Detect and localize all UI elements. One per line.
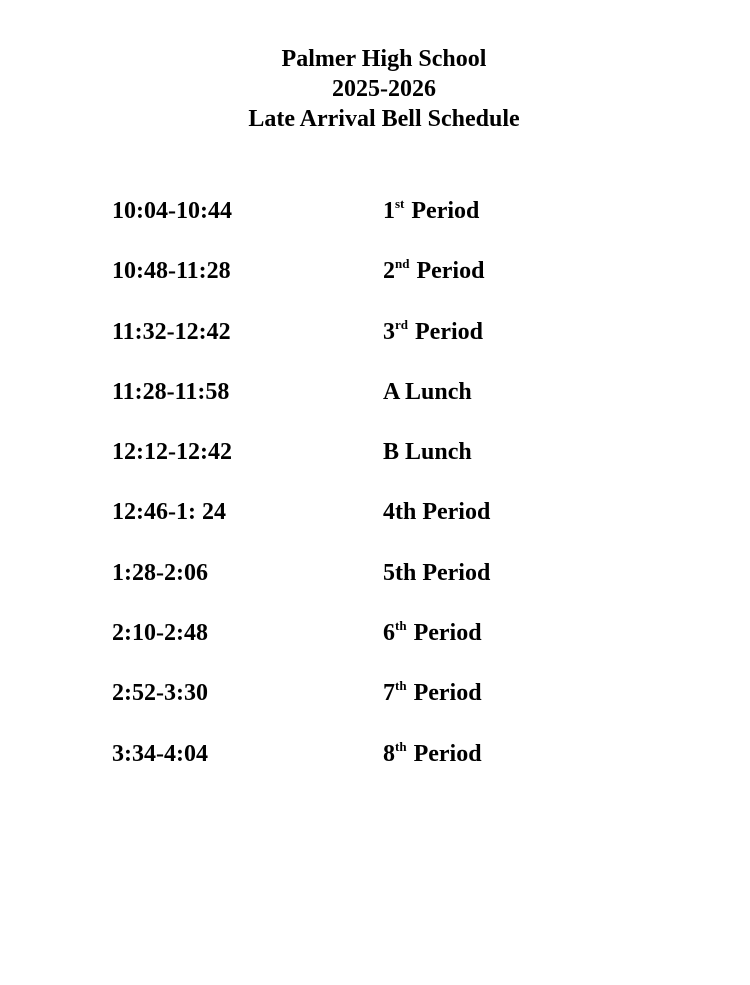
schedule-row [0, 194, 750, 254]
time-range: 2:10-2:48 [112, 620, 208, 647]
schedule-row [0, 435, 750, 495]
time-range: 2:52-3:30 [112, 680, 208, 707]
period-label: 8th Period [383, 738, 482, 767]
schedule-row [0, 375, 750, 435]
schedule-row [0, 254, 750, 314]
school-year: 2025-2026 [332, 76, 436, 102]
bell-schedule [0, 194, 750, 797]
school-name: Palmer High School [281, 46, 487, 72]
period-label: B Lunch [383, 439, 472, 466]
schedule-row [0, 616, 750, 676]
period-label: 6th Period [383, 618, 482, 647]
time-range: 10:48-11:28 [112, 258, 231, 285]
period-label: 5th Period [383, 559, 491, 586]
schedule-row [0, 556, 750, 616]
schedule-row [0, 676, 750, 736]
time-range: 3:34-4:04 [112, 740, 208, 767]
period-label: 7th Period [383, 678, 482, 707]
period-label: 3rd Period [383, 316, 483, 345]
schedule-row [0, 495, 750, 555]
period-label: A Lunch [383, 378, 472, 405]
time-range: 1:28-2:06 [112, 559, 208, 586]
time-range: 11:28-11:58 [112, 378, 230, 405]
period-label: 2nd Period [383, 256, 485, 285]
period-label: 1st Period [383, 196, 480, 224]
time-range: 12:46-1: 24 [112, 499, 226, 526]
schedule-row [0, 737, 750, 797]
schedule-row [0, 315, 750, 375]
time-range: 12:12-12:42 [112, 439, 232, 466]
time-range: 10:04-10:44 [112, 198, 232, 224]
document-header [0, 44, 750, 134]
period-label: 4th Period [383, 499, 491, 526]
time-range: 11:32-12:42 [112, 318, 231, 345]
schedule-title: Late Arrival Bell Schedule [248, 106, 520, 132]
